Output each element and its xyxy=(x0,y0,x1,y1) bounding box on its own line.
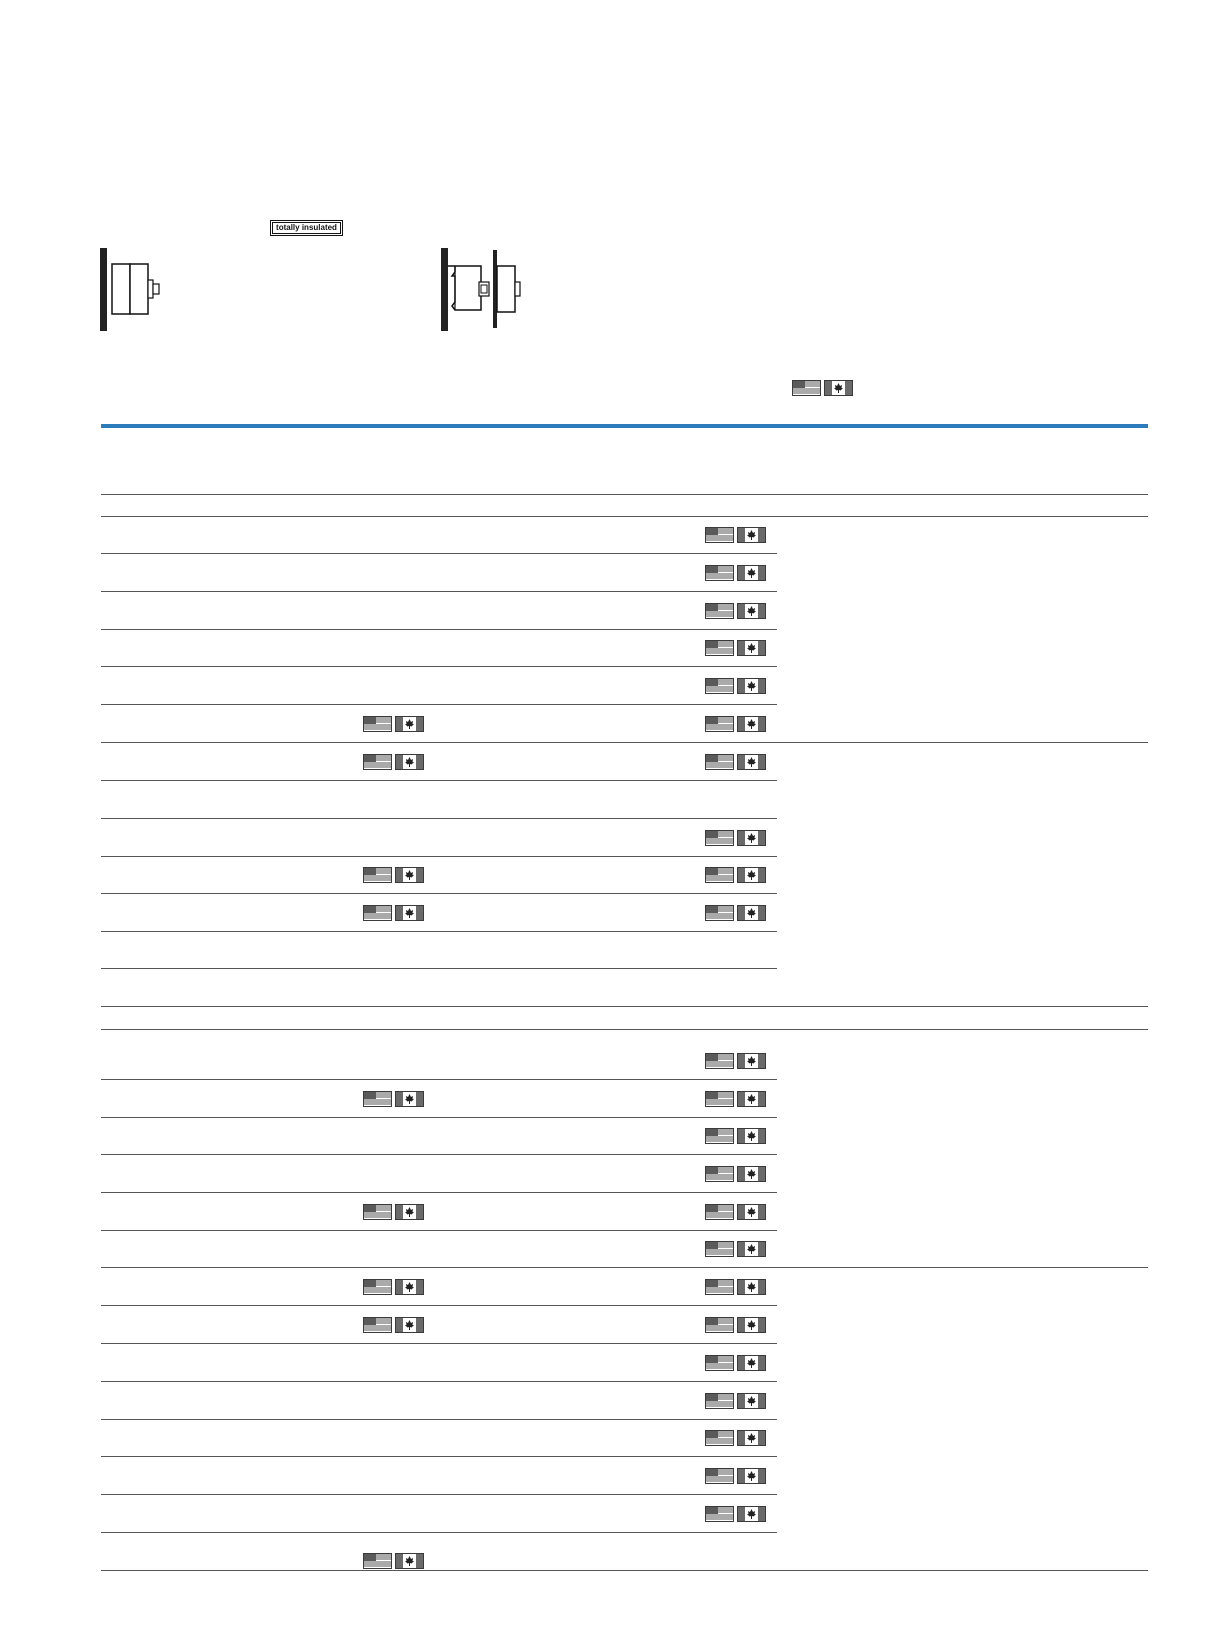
row-s2-12-col3-flags xyxy=(705,1468,766,1486)
us-canada-flags-icon xyxy=(705,1468,766,1484)
row-03-col3-flags xyxy=(705,603,766,621)
header-certification-flags xyxy=(792,380,853,398)
row-08-rule xyxy=(101,818,777,819)
row-s2-01-rule xyxy=(101,1079,777,1080)
us-canada-flags-icon xyxy=(705,1355,766,1371)
section-1-end-rule xyxy=(101,1006,1148,1007)
us-canada-flags-icon xyxy=(363,1279,424,1295)
row-10-col2-flags xyxy=(363,867,424,885)
us-canada-flags-icon xyxy=(363,1317,424,1333)
us-canada-flags-icon xyxy=(363,1204,424,1220)
us-canada-flags-icon xyxy=(705,527,766,543)
row-04-rule xyxy=(101,666,777,667)
row-s2-07-col3-flags xyxy=(705,1279,766,1297)
row-s2-05-col3-flags xyxy=(705,1204,766,1222)
row-s2-08-rule xyxy=(101,1343,777,1344)
row-s2-07-rule xyxy=(101,1305,777,1306)
row-s2-06-col3-flags xyxy=(705,1241,766,1259)
row-s2-12-rule xyxy=(101,1494,777,1495)
row-s2-13-rule xyxy=(101,1532,777,1533)
us-canada-flags-icon xyxy=(705,678,766,694)
panel-mount-through-panel-icon xyxy=(441,246,531,332)
row-s2-03-col3-flags xyxy=(705,1128,766,1146)
row-s2-01-col3-flags xyxy=(705,1053,766,1071)
row-11-col3-flags xyxy=(705,905,766,923)
row-12-rule xyxy=(101,968,777,969)
section-2-header-rule xyxy=(101,1029,1148,1030)
row-09-col3-flags xyxy=(705,830,766,848)
us-canada-flags-icon xyxy=(705,1506,766,1522)
row-s2-03-rule xyxy=(101,1154,777,1155)
table-top-rule xyxy=(101,424,1148,428)
us-canada-flags-icon xyxy=(363,716,424,732)
us-canada-flags-icon xyxy=(363,867,424,883)
row-05-rule xyxy=(101,704,777,705)
row-04-col3-flags xyxy=(705,640,766,658)
row-s2-02-col3-flags xyxy=(705,1091,766,1109)
row-06-rule xyxy=(101,742,1148,743)
us-canada-flags-icon xyxy=(705,1128,766,1144)
row-s2-11-col3-flags xyxy=(705,1430,766,1448)
us-canada-flags-icon xyxy=(705,905,766,921)
us-canada-flags-icon xyxy=(705,754,766,770)
us-canada-flags-icon xyxy=(705,1393,766,1409)
row-03-rule xyxy=(101,629,777,630)
totally-insulated-badge xyxy=(270,220,343,236)
row-s2-04-rule xyxy=(101,1192,777,1193)
row-11-col2-flags xyxy=(363,905,424,923)
row-s2-08-col2-flags xyxy=(363,1317,424,1335)
us-canada-flags-icon xyxy=(705,1241,766,1257)
us-canada-flags-icon xyxy=(705,1091,766,1107)
row-s2-02-rule xyxy=(101,1117,777,1118)
row-s2-05-rule xyxy=(101,1230,777,1231)
row-02-col3-flags xyxy=(705,565,766,583)
row-07-rule xyxy=(101,780,777,781)
us-canada-flags-icon xyxy=(792,380,853,396)
row-01-rule xyxy=(101,553,777,554)
us-canada-flags-icon xyxy=(705,565,766,581)
row-s2-02-col2-flags xyxy=(363,1091,424,1109)
row-s2-11-rule xyxy=(101,1456,777,1457)
badge-label: totally insulated xyxy=(272,222,341,234)
row-10-col3-flags xyxy=(705,867,766,885)
row-09-rule xyxy=(101,856,777,857)
row-06-col2-flags xyxy=(363,716,424,734)
row-s2-10-col3-flags xyxy=(705,1393,766,1411)
row-s2-05-col2-flags xyxy=(363,1204,424,1222)
us-canada-flags-icon xyxy=(705,1053,766,1069)
us-canada-flags-icon xyxy=(705,640,766,656)
us-canada-flags-icon xyxy=(705,603,766,619)
us-canada-flags-icon xyxy=(705,1166,766,1182)
row-06-col3-flags xyxy=(705,716,766,734)
us-canada-flags-icon xyxy=(363,1091,424,1107)
row-s2-10-rule xyxy=(101,1419,777,1420)
us-canada-flags-icon xyxy=(705,830,766,846)
panel-mount-insulated-icon xyxy=(100,246,170,332)
row-07-col3-flags xyxy=(705,754,766,772)
row-07-col2-flags xyxy=(363,754,424,772)
row-s2-07-col2-flags xyxy=(363,1279,424,1297)
row-s2-14-rule xyxy=(101,1570,1148,1571)
section-1-header-rule xyxy=(101,494,1148,495)
us-canada-flags-icon xyxy=(705,1279,766,1295)
row-s2-08-col3-flags xyxy=(705,1317,766,1335)
row-01-col3-flags xyxy=(705,527,766,545)
section-1-subheader-rule xyxy=(101,516,1148,517)
us-canada-flags-icon xyxy=(363,905,424,921)
row-s2-04-col3-flags xyxy=(705,1166,766,1184)
row-s2-13-col3-flags xyxy=(705,1506,766,1524)
row-s2-09-rule xyxy=(101,1381,777,1382)
row-s2-06-rule xyxy=(101,1267,1148,1268)
us-canada-flags-icon xyxy=(705,716,766,732)
us-canada-flags-icon xyxy=(363,754,424,770)
row-11-rule xyxy=(101,931,777,932)
row-s2-09-col3-flags xyxy=(705,1355,766,1373)
row-s2-15-col2-flags xyxy=(363,1553,424,1571)
us-canada-flags-icon xyxy=(705,1430,766,1446)
us-canada-flags-icon xyxy=(705,1317,766,1333)
us-canada-flags-icon xyxy=(705,867,766,883)
us-canada-flags-icon xyxy=(363,1553,424,1569)
row-02-rule xyxy=(101,591,777,592)
row-05-col3-flags xyxy=(705,678,766,696)
row-10-rule xyxy=(101,893,777,894)
us-canada-flags-icon xyxy=(705,1204,766,1220)
